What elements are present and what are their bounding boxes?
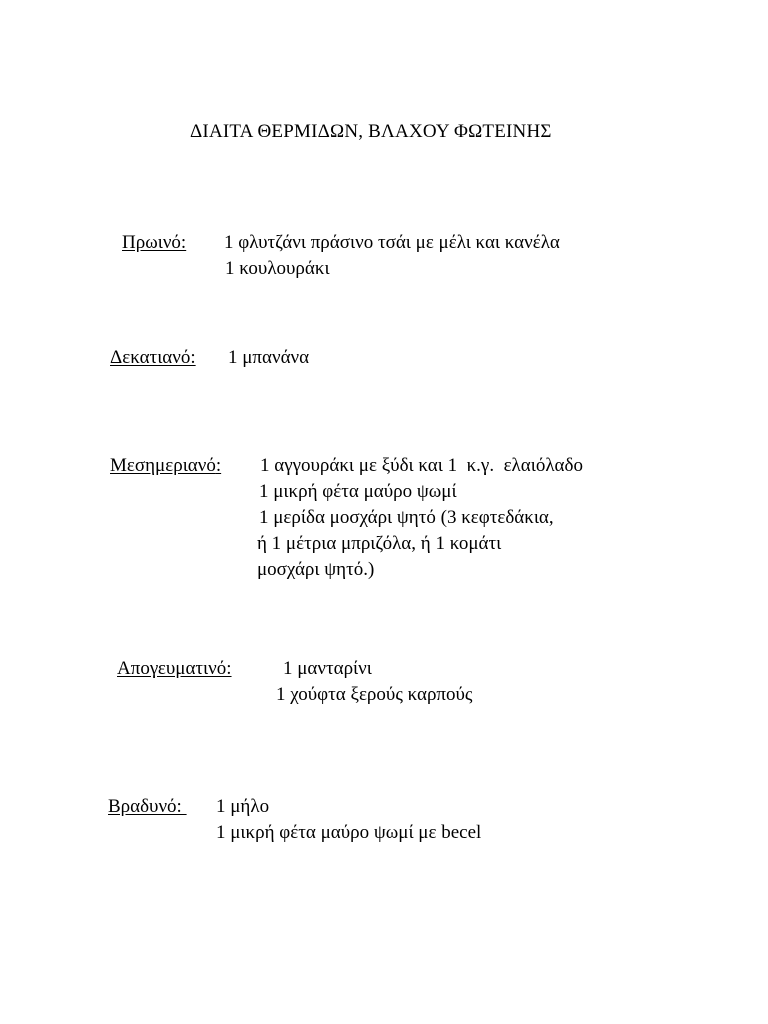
meal-item: 1 μικρή φέτα μαύρο ψωμί xyxy=(259,481,457,502)
meal-item: 1 μικρή φέτα μαύρο ψωμί με becel xyxy=(216,822,482,843)
meal-label-afternoon: Απογευματινό: xyxy=(117,658,232,679)
meal-label-breakfast: Πρωινό: xyxy=(122,232,187,253)
meal-item: 1 μανταρίνι xyxy=(283,658,372,679)
meal-item: 1 μερίδα μοσχάρι ψητό (3 κεφτεδάκια, xyxy=(259,507,554,528)
meal-item: 1 φλυτζάνι πράσινο τσάι με μέλι και κανέλα xyxy=(224,232,560,253)
meal-item: μοσχάρι ψητό.) xyxy=(257,559,375,580)
meal-item: 1 μήλο xyxy=(216,796,270,817)
meal-label-snack: Δεκατιανό: xyxy=(110,347,196,368)
meal-item: 1 κουλουράκι xyxy=(225,258,330,279)
meal-item: ή 1 μέτρια μπριζόλα, ή 1 κομάτι xyxy=(257,533,502,554)
meal-label-dinner: Βραδυνό: xyxy=(108,796,187,817)
meal-label-lunch-colon: : xyxy=(215,455,222,476)
meal-item: 1 μπανάνα xyxy=(228,347,310,368)
meal-label-lunch-text: Μεσημεριανό xyxy=(110,455,216,476)
meal-label-lunch xyxy=(110,453,221,479)
meal-item: 1 χούφτα ξερούς καρπούς xyxy=(276,684,473,705)
meal-item: 1 αγγουράκι με ξύδι και 1 κ.γ. ελαιόλαδο xyxy=(260,455,583,476)
document-title: ΔΙΑΙΤΑ ΘΕΡΜΙΔΩΝ, ΒΛΑΧΟΥ ΦΩΤΕΙΝΗΣ xyxy=(190,121,552,142)
